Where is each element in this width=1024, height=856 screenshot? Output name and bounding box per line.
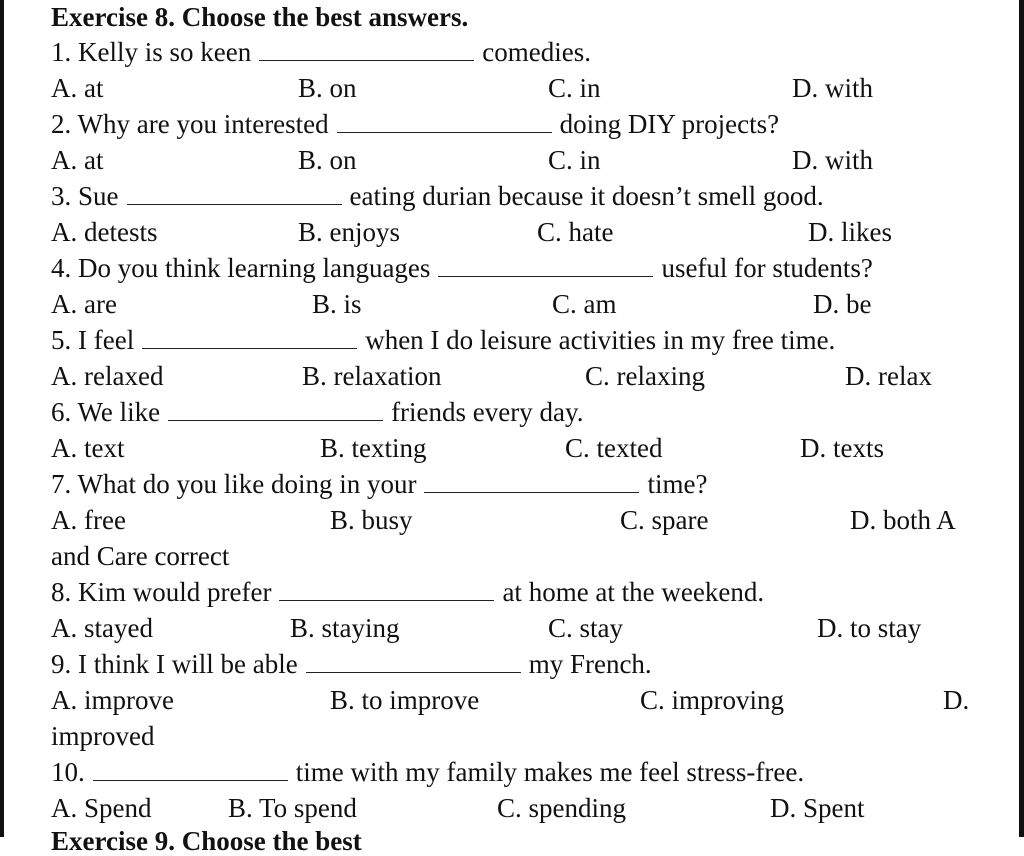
option-9d[interactable]: D. — [943, 685, 970, 715]
answer-blank-8[interactable] — [279, 578, 494, 601]
option-5b[interactable]: B. relaxation — [302, 361, 442, 391]
answer-blank-3[interactable] — [127, 182, 342, 205]
answer-blank-9[interactable] — [306, 650, 521, 673]
option-6a[interactable]: A. text — [51, 433, 125, 463]
option-7d-wrap: and Care correct — [51, 541, 230, 571]
option-9a[interactable]: A. improve — [51, 685, 174, 715]
answer-blank-1[interactable] — [259, 38, 474, 61]
option-7b[interactable]: B. busy — [330, 505, 413, 535]
option-3d[interactable]: D. likes — [808, 217, 892, 247]
option-7c[interactable]: C. spare — [620, 505, 709, 535]
answer-blank-10[interactable] — [93, 758, 288, 781]
option-9d-wrap: improved — [51, 721, 155, 751]
answer-blank-7[interactable] — [424, 470, 639, 493]
option-9b[interactable]: B. to improve — [330, 685, 480, 715]
exercise-title: Exercise 8. Choose the best answers. — [51, 2, 469, 32]
question-7: 7. What do you like doing in your time? — [51, 469, 708, 499]
option-10b[interactable]: B. To spend — [228, 793, 357, 823]
option-2d[interactable]: D. with — [792, 145, 873, 175]
question-2: 2. Why are you interested doing DIY projects? — [51, 109, 780, 139]
next-exercise-heading: Exercise 9. Choose the best — [51, 826, 362, 856]
option-3c[interactable]: C. hate — [537, 217, 614, 247]
question-9: 9. I think I will be able my French. — [51, 649, 652, 679]
answer-blank-2[interactable] — [337, 110, 552, 133]
option-7d[interactable]: D. both A — [850, 505, 956, 535]
option-3a[interactable]: A. detests — [51, 217, 158, 247]
question-6: 6. We like friends every day. — [51, 397, 584, 427]
answer-blank-5[interactable] — [142, 326, 357, 349]
option-2b[interactable]: B. on — [298, 145, 357, 175]
option-5c[interactable]: C. relaxing — [585, 361, 705, 391]
option-7a[interactable]: A. free — [51, 505, 126, 535]
option-1b[interactable]: B. on — [298, 73, 357, 103]
option-5d[interactable]: D. relax — [845, 361, 932, 391]
option-4a[interactable]: A. are — [51, 289, 117, 319]
option-8c[interactable]: C. stay — [548, 613, 624, 643]
option-4b[interactable]: B. is — [312, 289, 362, 319]
option-10d[interactable]: D. Spent — [770, 793, 865, 823]
option-2a[interactable]: A. at — [51, 145, 104, 175]
option-9c[interactable]: C. improving — [640, 685, 785, 715]
option-4d[interactable]: D. be — [813, 289, 872, 319]
question-1: 1. Kelly is so keen comedies. — [51, 37, 591, 67]
right-border — [1019, 0, 1024, 837]
question-10: 10. time with my family makes me feel stress-free. — [51, 757, 805, 787]
option-8a[interactable]: A. stayed — [51, 613, 153, 643]
question-5: 5. I feel when I do leisure activities in my free time. — [51, 325, 836, 355]
option-3b[interactable]: B. enjoys — [298, 217, 401, 247]
option-8b[interactable]: B. staying — [290, 613, 400, 643]
question-8: 8. Kim would prefer at home at the weekend. — [51, 577, 765, 607]
question-3: 3. Sue eating durian because it doesn’t smell good. — [51, 181, 824, 211]
option-1a[interactable]: A. at — [51, 73, 104, 103]
question-4: 4. Do you think learning languages useful for students? — [51, 253, 873, 283]
option-6b[interactable]: B. texting — [320, 433, 427, 463]
option-10c[interactable]: C. spending — [497, 793, 627, 823]
answer-blank-4[interactable] — [438, 254, 653, 277]
option-6c[interactable]: C. texted — [565, 433, 663, 463]
option-4c[interactable]: C. am — [552, 289, 617, 319]
option-5a[interactable]: A. relaxed — [51, 361, 164, 391]
option-6d[interactable]: D. texts — [800, 433, 884, 463]
answer-blank-6[interactable] — [168, 398, 383, 421]
option-8d[interactable]: D. to stay — [817, 613, 922, 643]
option-1d[interactable]: D. with — [792, 73, 873, 103]
option-2c[interactable]: C. in — [548, 145, 601, 175]
left-border — [0, 0, 4, 837]
option-10a[interactable]: A. Spend — [51, 793, 152, 823]
option-1c[interactable]: C. in — [548, 73, 601, 103]
